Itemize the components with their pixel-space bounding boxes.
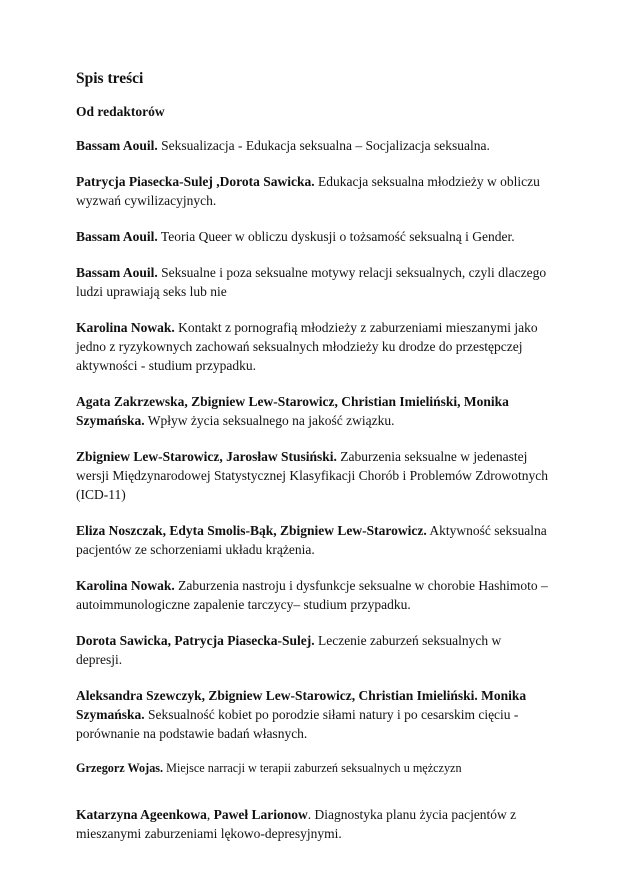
entry-title: Edukacja seksualna młodzieży w obliczu wyzwań cywilizacyjnych.	[76, 174, 540, 208]
entry-authors: Bassam Aouil.	[76, 229, 158, 244]
toc-entry	[76, 686, 550, 743]
entry-authors: Agata Zakrzewska, Zbigniew Lew-Starowicz, Christian Imieliński, Monika Szymańska.	[76, 394, 509, 428]
entry-title: Zaburzenia nastroju i dysfunkcje seksualne w chorobie Hashimoto – autoimmunologiczne zapalenie tarczycy– studium przypadku.	[76, 578, 548, 612]
entry-authors: Eliza Noszczak, Edyta Smolis-Bąk, Zbigniew Lew-Starowicz.	[76, 523, 427, 538]
entry-authors-second: Paweł Larionow	[213, 807, 308, 822]
entry-title: Miejsce narracji w terapii zaburzeń seksualnych u mężczyzn	[166, 761, 462, 775]
entry-authors: Karolina Nowak.	[76, 320, 175, 335]
entry-title: Teoria Queer w obliczu dyskusji o tożsamość seksualną i Gender.	[160, 229, 515, 244]
toc-entry	[76, 631, 550, 669]
entry-title: Seksualność kobiet po porodzie siłami natury i po cesarskim cięciu - porównanie na podstawie badań własnych.	[76, 707, 519, 741]
toc-entry	[76, 318, 550, 375]
entry-title: Zaburzenia seksualne w jedenastej wersji Międzynarodowej Statystycznej Klasyfikacji Chorób i Problemów Zdrowotnych (ICD-11)	[76, 449, 549, 502]
toc-entry	[76, 521, 550, 559]
entry-authors: Katarzyna Ageenkowa	[76, 807, 207, 822]
toc-entry	[76, 760, 550, 777]
entry-authors: Dorota Sawicka, Patrycja Piasecka-Sulej.	[76, 633, 315, 648]
toc-entry	[76, 576, 550, 614]
toc-entry	[76, 136, 550, 155]
entry-authors: Zbigniew Lew-Starowicz, Jarosław Stusiński.	[76, 449, 337, 464]
section-editors: Od redaktorów	[76, 104, 165, 119]
entry-title: Seksualizacja - Edukacja seksualna – Socjalizacja seksualna.	[161, 138, 490, 153]
entry-authors: Grzegorz Wojas.	[76, 761, 164, 775]
toc-entry	[76, 172, 550, 210]
entry-authors: Karolina Nowak.	[76, 578, 175, 593]
page-title: Spis treści	[76, 70, 144, 87]
authors-separator: ,	[206, 807, 214, 822]
entry-title: Leczenie zaburzeń seksualnych w depresji.	[76, 633, 502, 667]
entry-authors: Bassam Aouil.	[76, 265, 158, 280]
toc-entry	[76, 227, 550, 246]
entry-authors: Bassam Aouil.	[76, 138, 158, 153]
entry-title: Aktywność seksualna pacjentów ze schorzeniami układu krążenia.	[76, 523, 547, 557]
toc-entry	[76, 263, 550, 301]
entry-title: Kontakt z pornografią młodzieży z zaburzeniami mieszanymi jako jedno z ryzykownych zachowań seksualnych młodzieży ku drodze do przestępczej aktywności - studium przypadku.	[76, 320, 538, 373]
entry-authors: Patrycja Piasecka-Sulej ,Dorota Sawicka.	[76, 174, 315, 189]
toc-entry	[76, 392, 550, 430]
toc-entry	[76, 447, 550, 504]
entry-title: Wpływ życia seksualnego na jakość związku.	[147, 413, 395, 428]
entry-title: Seksualne i poza seksualne motywy relacji seksualnych, czyli dlaczego ludzi uprawiają seks lub nie	[76, 265, 547, 299]
entry-title: . Diagnostyka planu życia pacjentów z mieszanymi zaburzeniami lękowo-depresyjnymi.	[76, 807, 517, 841]
entry-authors: Aleksandra Szewczyk, Zbigniew Lew-Starowicz, Christian Imieliński. Monika Szymańska.	[76, 688, 527, 722]
toc-entry	[76, 805, 550, 843]
